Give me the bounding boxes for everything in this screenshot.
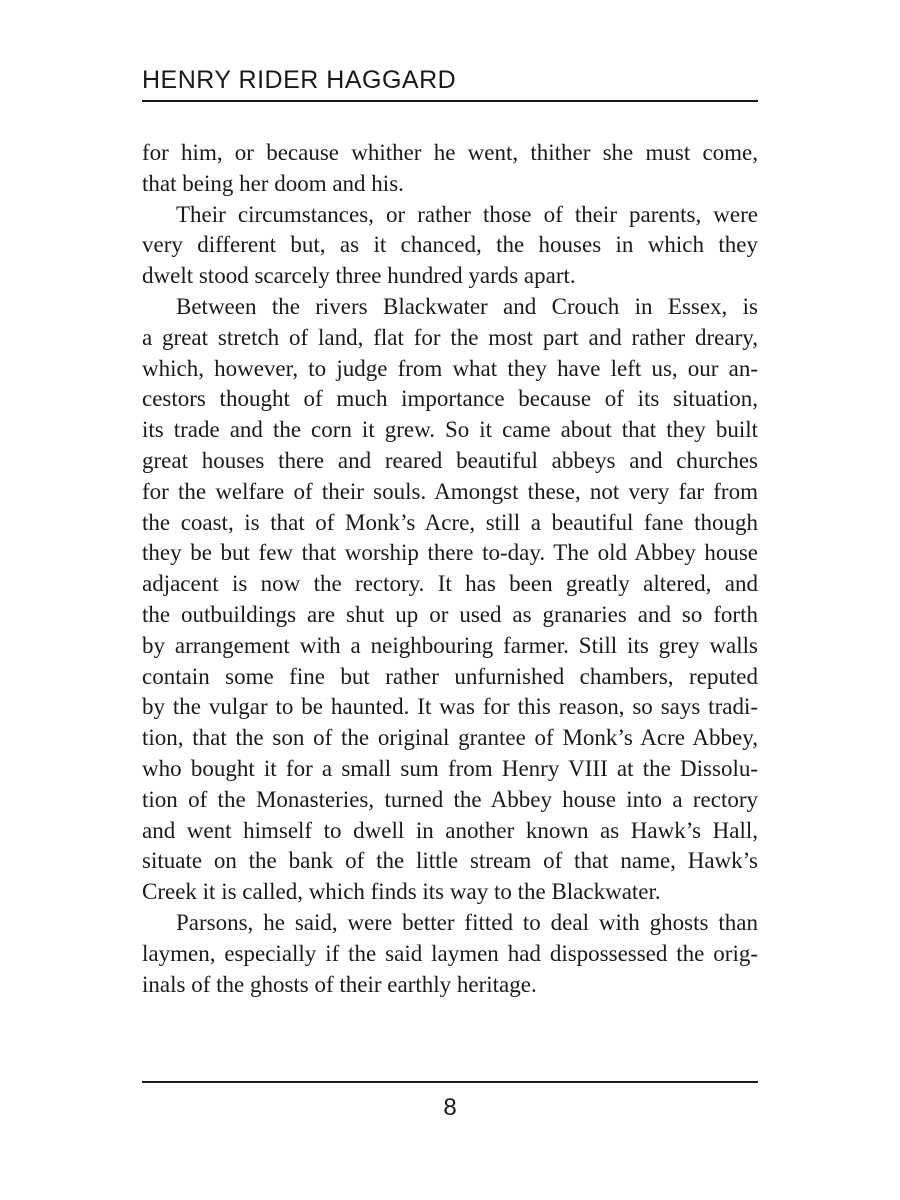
text-line: Their circumstances, or rather those of their parents, were — [176, 201, 758, 227]
footer-rule — [142, 1081, 758, 1083]
text-line: dwelt stood scarcely three hundred yards apart. — [142, 263, 576, 289]
running-head: HENRY RIDER HAGGARD — [142, 66, 457, 94]
text-line: situate on the bank of the little stream of that name, Hawk’s — [142, 848, 758, 874]
text-line: by the vulgar to be haunted. It was for this reason, so says tradi- — [142, 694, 758, 720]
text-line: Parsons, he said, were better fitted to deal with ghosts than — [176, 909, 758, 935]
text-line: great houses there and reared beautiful abbeys and churches — [142, 447, 758, 473]
header-rule — [142, 100, 758, 102]
text-line: for him, or because whither he went, thither she must come, — [142, 140, 758, 165]
text-line: Between the rivers Blackwater and Crouch in Essex, is — [176, 293, 758, 319]
paragraph — [142, 908, 758, 1000]
text-line: that being her doom and his. — [142, 170, 404, 196]
text-line: cestors thought of much importance because of its situation, — [142, 386, 758, 412]
text-line: for the welfare of their souls. Amongst these, not very far from — [142, 478, 758, 504]
text-line: adjacent is now the rectory. It has been greatly altered, and — [142, 571, 758, 597]
text-line: the coast, is that of Monk’s Acre, still a beautiful fane though — [142, 509, 758, 535]
paragraph — [142, 200, 758, 292]
body-text — [142, 138, 758, 1000]
text-line: contain some fine but rather unfurnished chambers, reputed — [142, 663, 758, 689]
page-number: 8 — [443, 1094, 457, 1121]
text-line: its trade and the corn it grew. So it came about that they built — [142, 417, 758, 443]
text-line: very different but, as it chanced, the houses in which they — [142, 232, 758, 258]
text-line: who bought it for a small sum from Henry VIII at the Dissolu- — [142, 755, 758, 781]
text-line: which, however, to judge from what they have left us, our an- — [142, 355, 758, 381]
text-line: the outbuildings are shut up or used as granaries and so forth — [142, 601, 758, 627]
text-line: Creek it is called, which finds its way to the Blackwater. — [142, 879, 661, 905]
text-line: tion, that the son of the original grantee of Monk’s Acre Abbey, — [142, 725, 758, 751]
text-line: a great stretch of land, flat for the most part and rather dreary, — [142, 324, 758, 350]
text-line: they be but few that worship there to-day. The old Abbey house — [142, 540, 758, 566]
text-line: and went himself to dwell in another known as Hawk’s Hall, — [142, 817, 758, 843]
paragraph — [142, 138, 758, 200]
text-line: laymen, especially if the said laymen had dispossessed the orig- — [142, 940, 758, 966]
text-line: inals of the ghosts of their earthly heritage. — [142, 971, 537, 997]
paragraph — [142, 292, 758, 908]
text-line: by arrangement with a neighbouring farmer. Still its grey walls — [142, 632, 758, 658]
text-line: tion of the Monasteries, turned the Abbey house into a rectory — [142, 786, 758, 812]
